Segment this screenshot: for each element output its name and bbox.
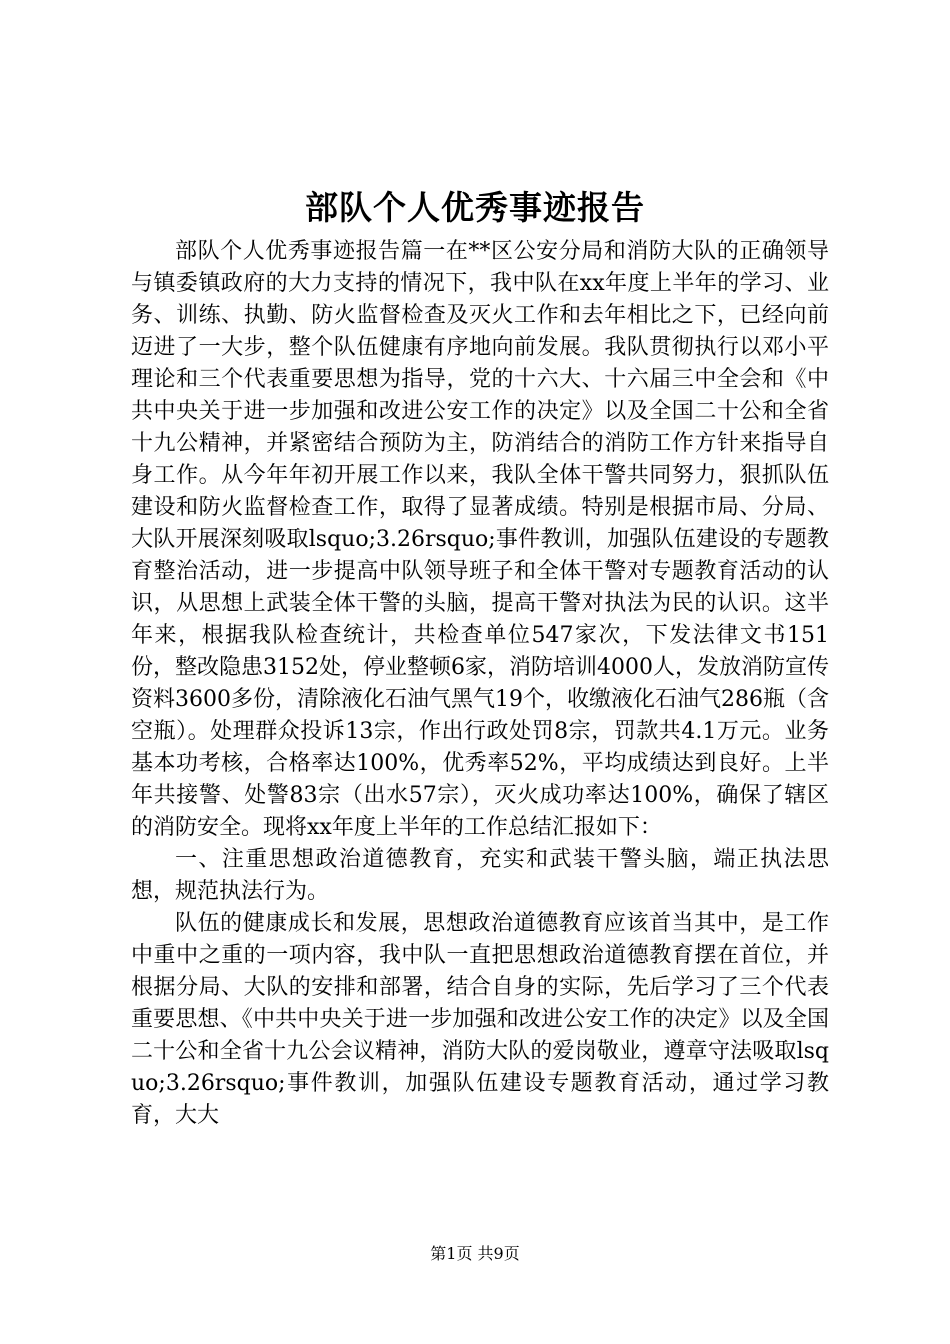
paragraph-section-heading: 一、注重思想政治道德教育，充实和武装干警头脑，端正执法思想，规范执法行为。 <box>131 847 829 904</box>
page-number-footer: 第1页 共9页 <box>430 1244 520 1263</box>
document-body <box>131 236 829 1132</box>
paragraph-section-body: 队伍的健康成长和发展，思想政治道德教育应该首当其中，是工作中重中之重的一项内容，我中队一直把思想政治道德教育摆在首位，并根据分局、大队的安排和部署，结合自身的实际，先后学习了三个代表重要思想、《中共中央关于进一步加强和改进公安工作的决定》以及全国二十公和全省十九公会议精神，消防大队的爱岗敬业，遵章守法吸取lsquo;3.26rsquo;事件教训，加强队伍建设专题教育活动，通过学习教育，大大 <box>131 911 829 1128</box>
paragraph-intro: 部队个人优秀事迹报告篇一在**区公安分局和消防大队的正确领导与镇委镇政府的大力支持的情况下，我中队在xx年度上半年的学习、业务、训练、执勤、防火监督检查及灭火工作和去年相比之下，已经向前迈进了一大步，整个队伍健康有序地向前发展。我队贯彻执行以邓小平理论和三个代表重要思想为指导，党的十六大、十六届三中全会和《中共中央关于进一步加强和改进公安工作的决定》以及全国二十公和全省十九公精神，并紧密结合预防为主，防消结合的消防工作方针来指导自身工作。从今年年初开展工作以来，我队全体干警共同努力，狠抓队伍建设和防火监督检查工作，取得了显著成绩。特别是根据市局、分局、大队开展深刻吸取lsquo;3.26rsquo;事件教训，加强队伍建设的专题教育整治活动，进一步提高中队领导班子和全体干警对专题教育活动的认识，从思想上武装全体干警的头脑，提高干警对执法为民的认识。这半年来，根据我队检查统计，共检查单位547家次，下发法律文书151份，整改隐患3152处，停业整顿6家，消防培训4000人，发放消防宣传资料3600多份，清除液化石油气黑气19个，收缴液化石油气286瓶（含空瓶）。处理群众投诉13宗，作出行政处罚8宗，罚款共4.1万元。业务基本功考核，合格率达100%，优秀率52%，平均成绩达到良好。上半年共接警、处警83宗（出水57宗），灭火成功率达100%，确保了辖区的消防安全。现将xx年度上半年的工作总结汇报如下： <box>131 239 830 840</box>
document-title: 部队个人优秀事迹报告 <box>305 188 645 227</box>
